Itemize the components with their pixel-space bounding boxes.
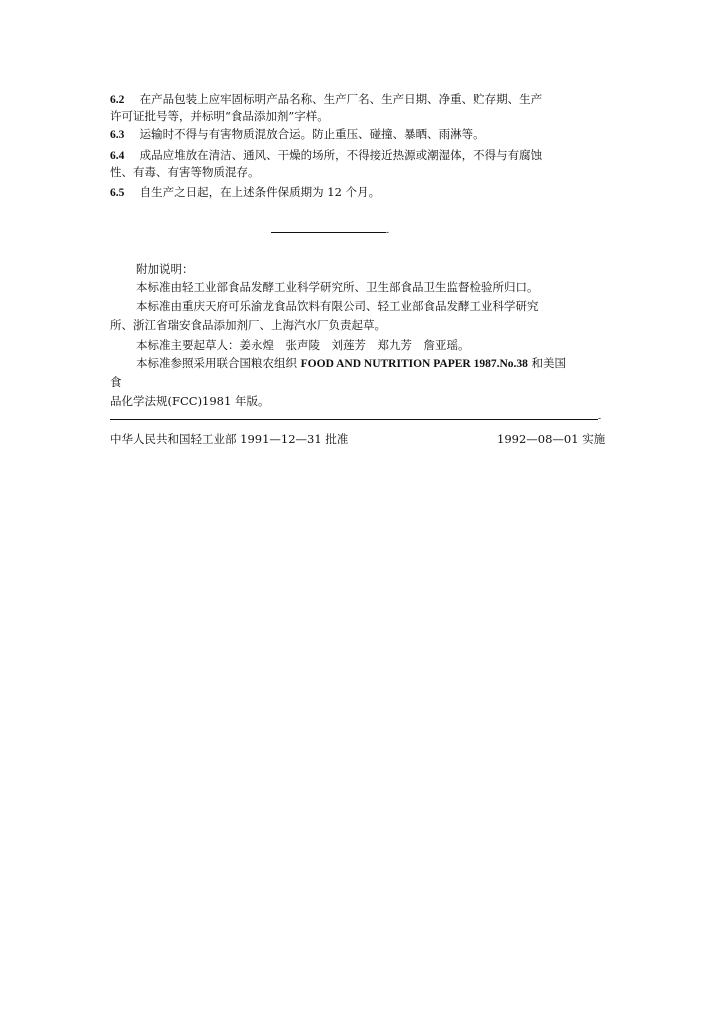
notes-para-4-line-3: 品化学法规(FCC)1981 年版。: [110, 394, 270, 408]
approval-date: 中华人民共和国轻工业部 1991—12—31 批准: [110, 432, 349, 446]
clause-6-2-line-1: [110, 92, 542, 107]
notes-para-4-prefix: 本标准参照采用联合国粮农组织: [136, 356, 301, 370]
clause-text: 自生产之日起，在上述条件保质期为 12 个月。: [139, 185, 381, 199]
notes-para-4-line-2: 食: [110, 375, 122, 389]
clause-number: 6.4: [110, 150, 125, 162]
notes-para-3: 本标准主要起草人：姜永煌 张声陵 刘莲芳 郑九芳 詹亚瑶。: [136, 338, 470, 352]
footer-rule: [110, 419, 598, 420]
clause-6-4-line-2: 性、有毒、有害等物质混存。: [110, 165, 260, 179]
clause-6-4-line-1: [110, 148, 542, 163]
clause-6-2-line-2: 许可证批号等，并标明“食品添加剂”字样。: [110, 109, 329, 123]
clause-6-5: [110, 185, 380, 200]
notes-para-2-line-1: 本标准由重庆天府可乐渝龙食品饮料有限公司、轻工业部食品发酵工业科学研究: [136, 299, 539, 313]
clause-text: 成品应堆放在清洁、通风、干燥的场所，不得接近热源或潮湿体，不得与有腐蚀: [139, 148, 543, 162]
notes-para-4-reference: FOOD AND NUTRITION PAPER 1987.No.38: [300, 358, 528, 370]
end-rule-mark: -: [386, 228, 390, 238]
notes-para-4-line-1: [136, 356, 566, 371]
footer-rule-mark: -: [598, 414, 602, 424]
clause-number: 6.2: [110, 94, 125, 106]
notes-heading: 附加说明：: [136, 262, 194, 276]
clause-number: 6.3: [110, 129, 125, 141]
end-rule: [271, 232, 386, 233]
notes-para-1: 本标准由轻工业部食品发酵工业科学研究所、卫生部食品卫生监督检验所归口。: [136, 280, 539, 294]
notes-para-4-suffix: 和美国: [527, 356, 567, 370]
clause-text: 在产品包装上应牢固标明产品名称、生产厂名、生产日期、净重、贮存期、生产: [139, 92, 543, 106]
notes-para-2-line-2: 所、浙江省瑞安食品添加剂厂、上海汽水厂负责起草。: [110, 318, 386, 332]
clause-text: 运输时不得与有害物质混放合运。防止重压、碰撞、暴晒、雨淋等。: [139, 127, 485, 141]
clause-6-3: [110, 127, 485, 142]
effective-date: 1992—08—01 实施: [497, 432, 606, 446]
clause-number: 6.5: [110, 187, 125, 199]
